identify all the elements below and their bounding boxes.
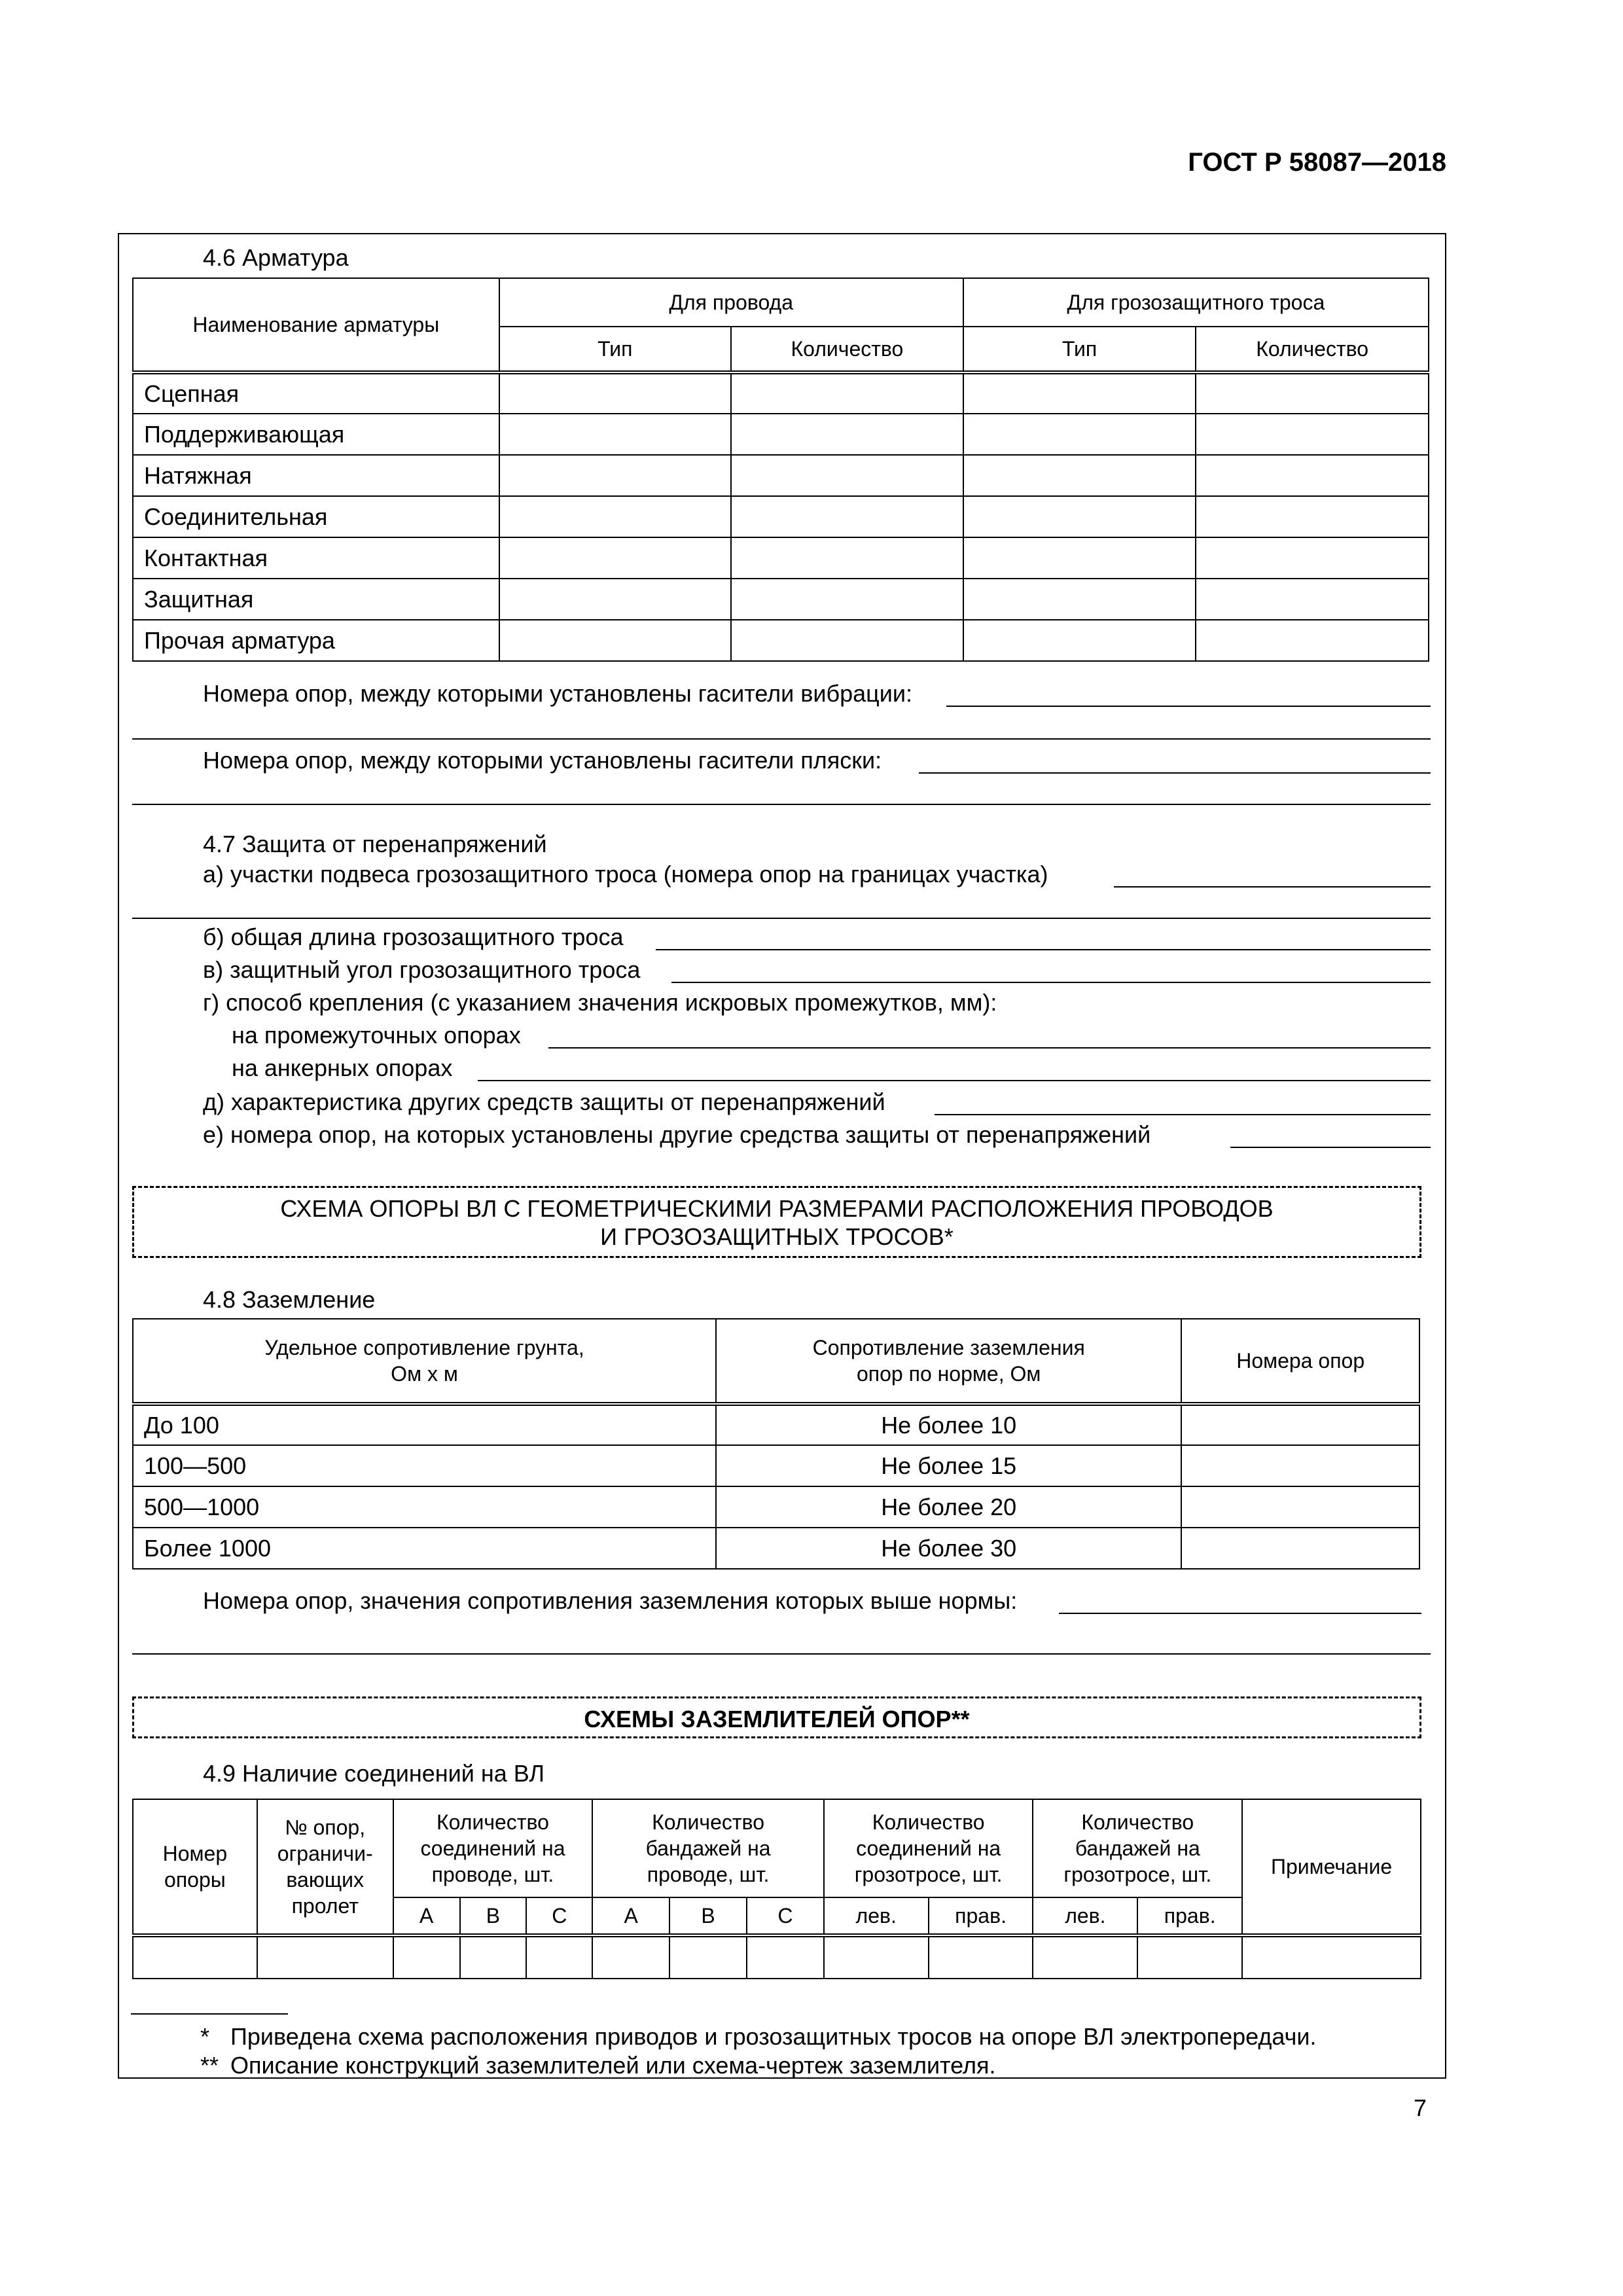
cell-input[interactable] — [731, 496, 963, 537]
col-left: лев. — [1033, 1897, 1137, 1935]
table-row — [133, 1486, 1419, 1528]
g3-l2: соединений на — [856, 1837, 1001, 1860]
cell-input[interactable] — [1181, 1404, 1419, 1445]
vibration-dampers-field[interactable] — [946, 706, 1431, 707]
item-a-field[interactable] — [1114, 886, 1431, 888]
item-b-field[interactable] — [656, 949, 1431, 950]
col-phase-b: В — [669, 1897, 747, 1935]
grounding-scheme-placeholder — [132, 1696, 1421, 1738]
cell-input[interactable] — [257, 1935, 393, 1979]
group-wire-connections — [393, 1799, 593, 1897]
vibration-dampers-field-line2[interactable] — [132, 738, 1431, 740]
section-4-9-title: 4.9 Наличие соединений на ВЛ — [203, 1760, 544, 1787]
footnote-2-text: Описание конструкций заземлителей или схема-чертеж заземлителя. — [230, 2052, 996, 2079]
table-row — [133, 414, 1429, 455]
cell-input[interactable] — [499, 579, 731, 620]
col-support-number — [133, 1799, 257, 1935]
document-code: ГОСТ Р 58087—2018 — [1188, 148, 1446, 177]
cell-input[interactable] — [963, 455, 1196, 496]
page-number: 7 — [1414, 2094, 1427, 2121]
table-row — [133, 537, 1429, 579]
galloping-dampers-field[interactable] — [919, 772, 1431, 774]
col-span-l2: ограничи- — [277, 1842, 373, 1865]
item-g1-label: на промежуточных опорах — [232, 1022, 521, 1049]
col-norm-resistance — [716, 1319, 1181, 1404]
item-d-field[interactable] — [935, 1114, 1431, 1115]
fittings-table — [132, 278, 1429, 662]
col-note: Примечание — [1242, 1799, 1421, 1935]
item-d-label: д) характеристика других средств защиты от перенапряжений — [203, 1088, 885, 1115]
cell-input[interactable] — [133, 1935, 257, 1979]
g1-l2: соединений на — [420, 1837, 565, 1860]
table-row — [133, 372, 1429, 414]
cell-input[interactable] — [963, 620, 1196, 661]
cell-input[interactable] — [1196, 372, 1429, 414]
col-span-l1: № опор, — [285, 1816, 366, 1839]
soil-value: Более 1000 — [133, 1528, 716, 1569]
cell-input[interactable] — [1181, 1528, 1419, 1569]
item-a-label: а) участки подвеса грозозащитного троса (номера опор на границах участка) — [203, 861, 1048, 888]
norm-value: Не более 20 — [716, 1486, 1181, 1528]
col-span-l4: пролет — [291, 1894, 359, 1918]
col-span-l3: вающих — [286, 1868, 365, 1892]
row-label: Натяжная — [133, 455, 499, 496]
cell-input[interactable] — [824, 1935, 929, 1979]
item-e-label: е) номера опор, на которых установлены другие средства защиты от перенапряжений — [203, 1121, 1151, 1148]
footnote-1-mark: * — [200, 2023, 210, 2050]
table-row — [133, 1445, 1419, 1486]
section-4-8-title: 4.8 Заземление — [203, 1286, 376, 1313]
cell-input[interactable] — [1196, 620, 1429, 661]
col-rope-type: Тип — [963, 327, 1196, 372]
cell-input[interactable] — [1181, 1445, 1419, 1486]
item-e-field[interactable] — [1230, 1147, 1431, 1148]
cell-input[interactable] — [731, 414, 963, 455]
g3-l1: Количество — [872, 1810, 985, 1834]
col-right: прав. — [1137, 1897, 1242, 1935]
row-label: Сцепная — [133, 372, 499, 414]
col-soil-resistivity — [133, 1319, 716, 1404]
cell-input[interactable] — [499, 620, 731, 661]
connections-table — [132, 1799, 1421, 1979]
cell-input[interactable] — [526, 1935, 592, 1979]
cell-input[interactable] — [499, 496, 731, 537]
footnote-2-mark: ** — [200, 2052, 219, 2079]
cell-input[interactable] — [1196, 414, 1429, 455]
above-norm-field-line2[interactable] — [132, 1653, 1431, 1655]
support-scheme-placeholder — [132, 1186, 1421, 1258]
col-soil-line1: Удельное сопротивление грунта, — [264, 1336, 584, 1359]
col-phase-b: В — [460, 1897, 527, 1935]
cell-input[interactable] — [592, 1935, 669, 1979]
item-g2-field[interactable] — [478, 1080, 1431, 1081]
item-g2-label: на анкерных опорах — [232, 1054, 453, 1081]
cell-input[interactable] — [1196, 579, 1429, 620]
col-support-number-l1: Номер — [162, 1842, 228, 1865]
g4-l1: Количество — [1081, 1810, 1194, 1834]
table-row — [133, 1528, 1419, 1569]
cell-input[interactable] — [1137, 1935, 1242, 1979]
table-row — [133, 455, 1429, 496]
col-norm-line1: Сопротивление заземления — [812, 1336, 1085, 1359]
support-scheme-line2: И ГРОЗОЗАЩИТНЫХ ТРОСОВ* — [600, 1223, 954, 1251]
g4-l3: грозотросе, шт. — [1063, 1863, 1212, 1886]
table-row — [133, 620, 1429, 661]
g2-l2: бандажей на — [645, 1837, 771, 1860]
row-label: Соединительная — [133, 496, 499, 537]
cell-input[interactable] — [963, 414, 1196, 455]
item-v-label: в) защитный угол грозозащитного троса — [203, 956, 641, 983]
col-phase-a: А — [592, 1897, 669, 1935]
grounding-scheme-title: СХЕМЫ ЗАЗЕМЛИТЕЛЕЙ ОПОР** — [584, 1706, 970, 1732]
galloping-dampers-label: Номера опор, между которыми установлены гасители пляски: — [203, 747, 882, 774]
cell-input[interactable] — [731, 537, 963, 579]
col-span-supports — [257, 1799, 393, 1935]
cell-input[interactable] — [929, 1935, 1033, 1979]
col-left: лев. — [824, 1897, 929, 1935]
cell-input[interactable] — [1196, 455, 1429, 496]
galloping-dampers-field-line2[interactable] — [132, 804, 1431, 805]
cell-input[interactable] — [499, 414, 731, 455]
cell-input[interactable] — [1196, 496, 1429, 537]
table-row — [133, 1404, 1419, 1445]
cell-input[interactable] — [963, 537, 1196, 579]
col-phase-a: А — [393, 1897, 460, 1935]
cell-input[interactable] — [1181, 1486, 1419, 1528]
table-row — [133, 496, 1429, 537]
cell-input[interactable] — [499, 537, 731, 579]
col-norm-line2: опор по норме, Ом — [857, 1362, 1041, 1386]
vibration-dampers-label: Номера опор, между которыми установлены гасители вибрации: — [203, 680, 913, 707]
norm-value: Не более 30 — [716, 1528, 1181, 1569]
g3-l3: грозотросе, шт. — [854, 1863, 1003, 1886]
g4-l2: бандажей на — [1075, 1837, 1200, 1860]
g1-l1: Количество — [437, 1810, 549, 1834]
footnote-rule — [131, 2013, 288, 2015]
group-wire-bandages — [592, 1799, 824, 1897]
cell-input[interactable] — [499, 455, 731, 496]
norm-value: Не более 15 — [716, 1445, 1181, 1486]
section-4-7-title: 4.7 Защита от перенапряжений — [203, 831, 547, 857]
row-label: Поддерживающая — [133, 414, 499, 455]
col-wire-type: Тип — [499, 327, 731, 372]
cell-input[interactable] — [499, 372, 731, 414]
item-b-label: б) общая длина грозозащитного троса — [203, 924, 624, 950]
cell-input[interactable] — [1033, 1935, 1137, 1979]
cell-input[interactable] — [1196, 537, 1429, 579]
col-right: прав. — [929, 1897, 1033, 1935]
group-rope-connections — [824, 1799, 1033, 1897]
footnote-1-text: Приведена схема расположения приводов и грозозащитных тросов на опоре ВЛ электропередачи. — [230, 2023, 1317, 2050]
table-row — [133, 579, 1429, 620]
col-phase-c: С — [526, 1897, 592, 1935]
norm-value: Не более 10 — [716, 1404, 1181, 1445]
row-label: Контактная — [133, 537, 499, 579]
soil-value: 500—1000 — [133, 1486, 716, 1528]
row-label: Защитная — [133, 579, 499, 620]
group-for-ground-rope: Для грозозащитного троса — [963, 278, 1429, 327]
cell-input[interactable] — [747, 1935, 824, 1979]
col-support-numbers: Номера опор — [1181, 1319, 1419, 1404]
cell-input[interactable] — [393, 1935, 460, 1979]
cell-input[interactable] — [1242, 1935, 1421, 1979]
item-v-field[interactable] — [671, 982, 1431, 983]
soil-value: До 100 — [133, 1404, 716, 1445]
cell-input[interactable] — [963, 372, 1196, 414]
cell-input[interactable] — [460, 1935, 527, 1979]
above-norm-field[interactable] — [1059, 1613, 1421, 1614]
group-for-wire: Для провода — [499, 278, 963, 327]
cell-input[interactable] — [731, 579, 963, 620]
cell-input[interactable] — [731, 372, 963, 414]
row-label: Прочая арматура — [133, 620, 499, 661]
item-a-field-line2[interactable] — [132, 918, 1431, 919]
cell-input[interactable] — [731, 455, 963, 496]
cell-input[interactable] — [731, 620, 963, 661]
g2-l1: Количество — [652, 1810, 764, 1834]
col-support-number-l2: опоры — [164, 1868, 226, 1892]
grounding-table — [132, 1318, 1420, 1570]
item-g-label: г) способ крепления (с указанием значения искровых промежутков, мм): — [203, 989, 997, 1016]
col-fitting-name: Наименование арматуры — [133, 278, 499, 372]
table-row — [133, 1935, 1421, 1979]
col-wire-qty: Количество — [731, 327, 963, 372]
cell-input[interactable] — [963, 579, 1196, 620]
item-g1-field[interactable] — [548, 1047, 1431, 1049]
soil-value: 100—500 — [133, 1445, 716, 1486]
support-scheme-line1: СХЕМА ОПОРЫ ВЛ С ГЕОМЕТРИЧЕСКИМИ РАЗМЕРАМИ РАСПОЛОЖЕНИЯ ПРОВОДОВ — [280, 1195, 1274, 1222]
col-soil-line2: Ом х м — [391, 1362, 458, 1386]
col-rope-qty: Количество — [1196, 327, 1429, 372]
g2-l3: проводе, шт. — [647, 1863, 770, 1886]
above-norm-label: Номера опор, значения сопротивления заземления которых выше нормы: — [203, 1587, 1018, 1614]
cell-input[interactable] — [963, 496, 1196, 537]
g1-l3: проводе, шт. — [431, 1863, 554, 1886]
cell-input[interactable] — [669, 1935, 747, 1979]
col-phase-c: С — [747, 1897, 824, 1935]
section-4-6-title: 4.6 Арматура — [203, 244, 349, 271]
group-rope-bandages — [1033, 1799, 1242, 1897]
